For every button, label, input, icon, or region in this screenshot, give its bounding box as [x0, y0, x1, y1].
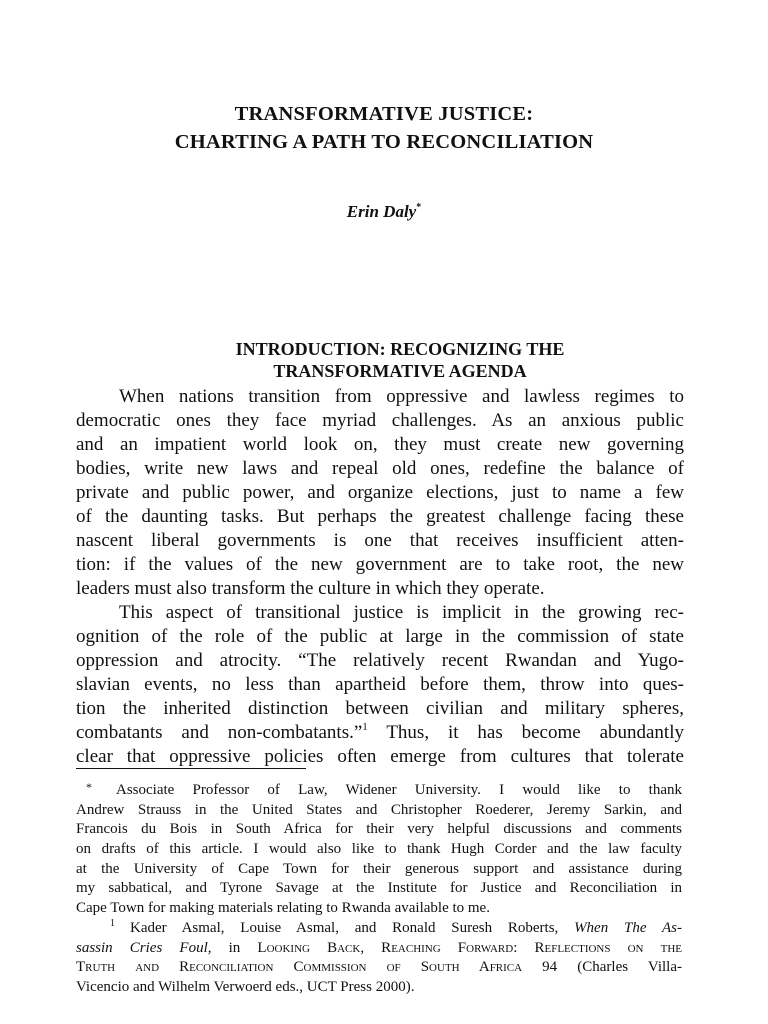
cited-title: When The As- [574, 919, 682, 936]
text-line: leaders must also transform the culture in which they operate. [76, 578, 545, 599]
text-line: oppression and atrocity. “The relatively recent Rwandan and Yugo- [76, 650, 684, 671]
text-line: private and public power, and organize elections, just to name a few [76, 482, 684, 503]
article-title-line-2: CHARTING A PATH TO RECONCILIATION [174, 131, 594, 153]
footnote-1 [76, 919, 682, 998]
text-line: nascent liberal governments is one that receives insufficient atten- [76, 530, 684, 551]
cited-book: Truth and Reconciliation Commission of South Africa [76, 959, 523, 976]
footnote-line [76, 939, 682, 959]
text-line: When nations transition from oppressive and lawless regimes to [119, 386, 684, 407]
text-line: tion: if the values of the new government are to take root, the new [76, 554, 684, 575]
text-line: of the daunting tasks. But perhaps the greatest challenge facing these [76, 506, 684, 527]
text-line: clear that oppressive policies often emerge from cultures that tolerate [76, 746, 684, 767]
footnote-line: * Associate Professor of Law, Widener University. I would like to thank [86, 780, 682, 798]
footnote-separator [76, 768, 306, 769]
author-byline [0, 202, 768, 222]
footnote-line: Francois du Bois in South Africa for their very helpful discussions and comments [76, 821, 682, 838]
footnote-line [76, 958, 682, 978]
text-span: combatants and non-combatants.” [76, 722, 363, 743]
footnote-star [76, 781, 682, 919]
footnote-line: 1 Kader Asmal, Louise Asmal, and Ronald Suresh Roberts, When The As- [110, 917, 682, 936]
text-line: ognition of the role of the public at large in the commission of state [76, 626, 684, 647]
footnote-line: Cape Town for making materials relating to Rwanda available to me. [76, 900, 490, 917]
footnote-line: at the University of Cape Town for their generous support and assistance during [76, 860, 682, 877]
article-title [0, 100, 768, 156]
article-title-line-1: TRANSFORMATIVE JUSTICE: [234, 103, 534, 125]
text-line-with-footnote-ref [76, 721, 684, 745]
author-name: Erin Daly [346, 202, 417, 221]
text-span: Kader Asmal, Louise Asmal, and Ronald Suresh Roberts, [130, 919, 575, 936]
paragraph-1 [76, 385, 684, 601]
text-span: Associate Professor of Law, Widener University. I would like to thank [116, 782, 682, 798]
footnote-line: Vicencio and Wilhelm Verwoerd eds., UCT Press 2000). [76, 978, 415, 995]
footnote-ref-1[interactable]: 1 [362, 721, 368, 733]
section-heading-line-2: TRANSFORMATIVE AGENDA [273, 361, 527, 381]
text-line: democratic ones they face myriad challenges. As an anxious public [76, 410, 684, 431]
cited-book: Looking Back, Reaching Forward: Reflections on the [257, 939, 683, 956]
section-heading-line-1: INTRODUCTION: RECOGNIZING THE [235, 339, 565, 359]
footnote-line: my sabbatical, and Tyrone Savage at the Institute for Justice and Reconciliation in [76, 880, 682, 897]
text-span: in [211, 939, 258, 956]
text-line: This aspect of transitional justice is implicit in the growing rec- [119, 602, 684, 623]
footnote-line: Andrew Strauss in the United States and Christopher Roederer, Jeremy Sarkin, and [76, 801, 682, 818]
footnote-line: on drafts of this article. I would also like to thank Hugh Corder and the law faculty [76, 841, 682, 858]
author-footnote-mark[interactable]: * [416, 202, 422, 213]
cited-title: sassin Cries Foul, [76, 939, 212, 956]
body-text [76, 385, 684, 769]
text-line: bodies, write new laws and repeal old ones, redefine the balance of [76, 458, 684, 479]
text-span: 94 (Charles Villa- [522, 959, 682, 976]
section-heading [0, 338, 768, 382]
text-line: slavian events, no less than apartheid before them, throw into ques- [76, 674, 684, 695]
text-line: and an impatient world look on, they must create new governing [76, 434, 684, 455]
text-span: Thus, it has become abundantly [367, 722, 684, 743]
footnotes [76, 781, 682, 998]
text-line: tion the inherited distinction between civilian and military spheres, [76, 698, 684, 719]
paragraph-2 [76, 601, 684, 769]
